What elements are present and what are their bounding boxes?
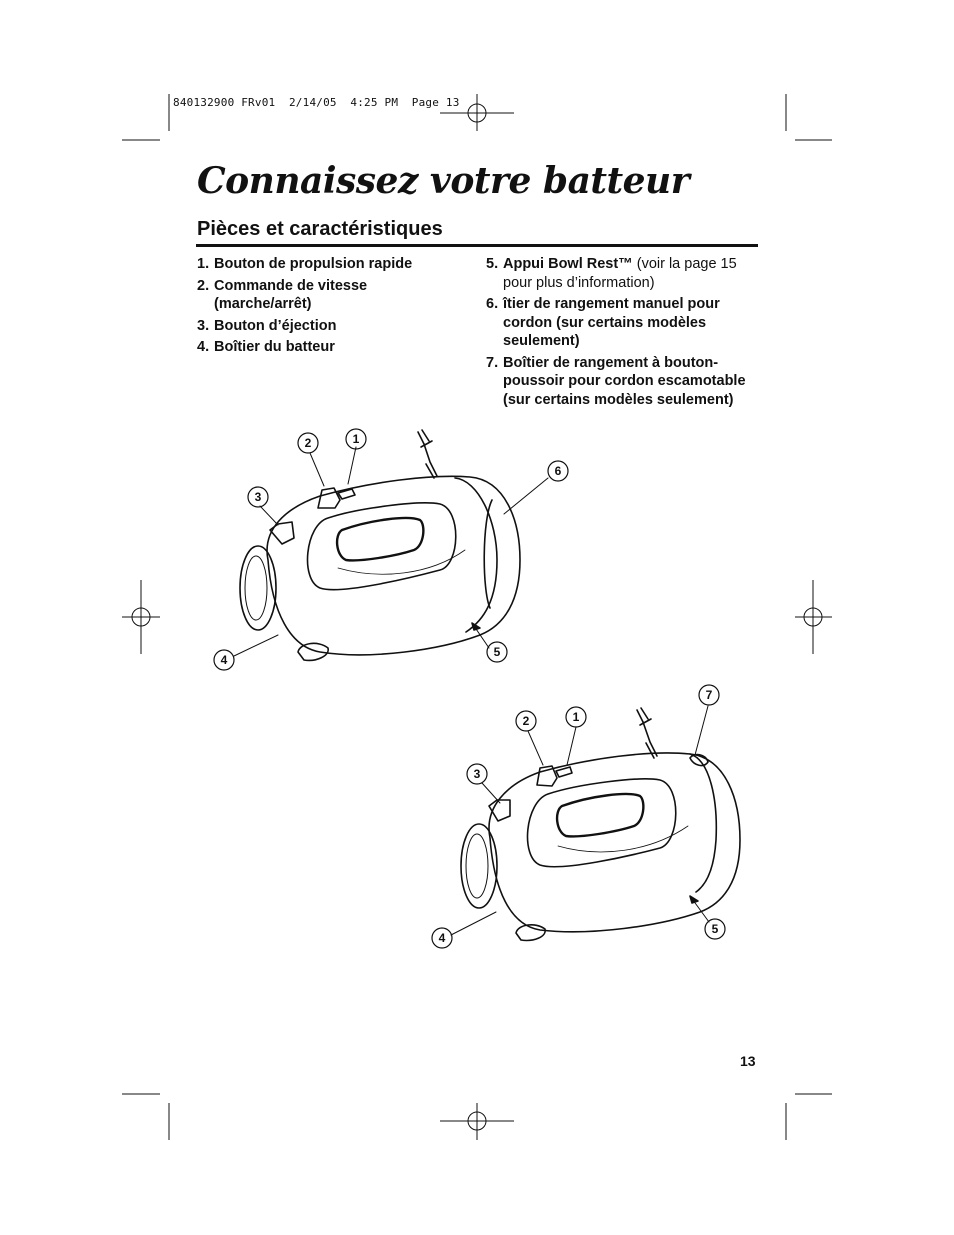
callout-label: 5	[493, 645, 501, 659]
list-item-note: (voir la page 15 pour plus d’information)	[503, 256, 737, 291]
list-item-number: 7.	[486, 354, 499, 371]
list-item-text: Boîtier de rangement à bouton-poussoir pour cordon escamotable (sur certains modèles seulement)	[503, 354, 746, 408]
list-item-number: 5.	[486, 256, 499, 272]
list-item-text: Bouton d’éjection	[214, 317, 337, 334]
callout-label: 6	[554, 464, 562, 478]
list-item-number: 3.	[197, 317, 210, 334]
callout-label: 5	[711, 922, 719, 936]
mixer-1-callout-labels	[221, 432, 562, 667]
list-item-number: 2.	[197, 277, 210, 294]
callout-label: 2	[522, 714, 530, 728]
list-item-text: Commande de vitesse (marche/arrêt)	[214, 277, 368, 312]
print-slug: 840132900 FRv01 2/14/05 4:25 PM Page 13	[173, 96, 460, 109]
callout-label: 1	[352, 432, 360, 446]
page-title: Connaissez votre batteur	[197, 160, 690, 202]
callout-label: 4	[438, 931, 446, 945]
page-number: 13	[740, 1053, 756, 1069]
section-subtitle: Pièces et caractéristiques	[197, 218, 443, 240]
list-item-number: 1.	[197, 256, 210, 272]
callout-label: 2	[304, 436, 312, 450]
list-item-number: 4.	[197, 339, 210, 355]
list-item-number: 6.	[486, 296, 499, 312]
list-item-text: Appui Bowl Rest™	[503, 256, 633, 272]
callout-label: 1	[572, 710, 580, 724]
mixer-illustration-1	[214, 429, 568, 670]
callout-label: 3	[473, 767, 481, 781]
mixer-illustration-2	[432, 685, 740, 948]
callout-label: 7	[705, 688, 713, 702]
callout-label: 3	[254, 490, 262, 504]
list-item-text: îtier de rangement manuel pour cordon (sur certains modèles seulement)	[503, 296, 720, 349]
list-item-text: Bouton de propulsion rapide	[214, 256, 413, 272]
callout-label: 4	[220, 653, 228, 667]
list-item-text: Boîtier du batteur	[214, 339, 335, 355]
